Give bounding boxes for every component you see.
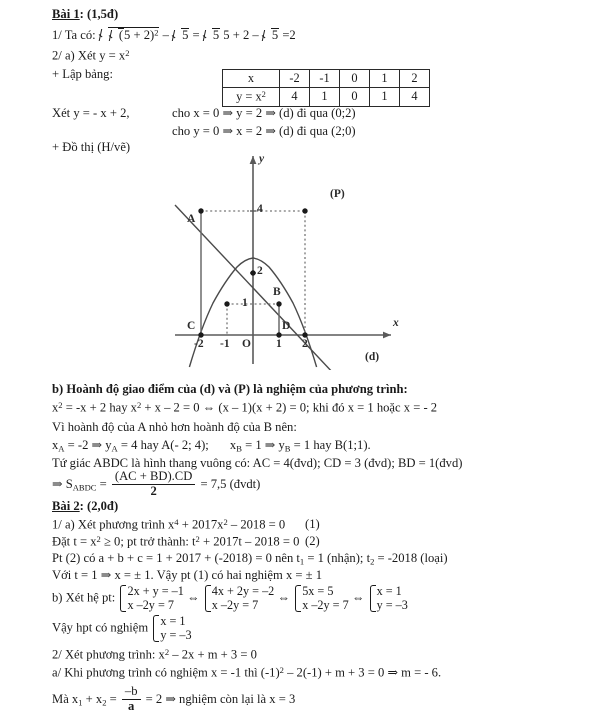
bai2-line-2-tag: (2) [305, 534, 320, 548]
cell-y-0: 4 [280, 88, 310, 107]
bai2-solution-row [52, 614, 192, 643]
sqrt-5-a: 5 [172, 28, 189, 42]
l3-sub1: 1 [299, 556, 305, 567]
system-3-row-2: x –2y = 7 [302, 598, 349, 613]
graph-svg [165, 148, 405, 370]
l8-b: – 2(-1) + m + 3 = 0 ⇒ m = - 6. [283, 665, 442, 680]
l1-sup1: 4 [174, 517, 179, 527]
l1-c: – 2018 = 0 [227, 517, 286, 532]
b6-eq: = [96, 476, 110, 491]
table-row-y [223, 88, 430, 107]
l2-sup1: 2 [96, 534, 101, 544]
y-tick-label-1: 1 [242, 297, 248, 309]
minus-1: – [162, 28, 169, 42]
system-3 [293, 584, 348, 613]
system-1-row-2: x –2y = 7 [127, 598, 174, 613]
system-4 [368, 584, 408, 613]
cell-y-2: 0 [340, 88, 370, 107]
bai2-points: : (2,0đ) [79, 499, 119, 513]
l7-a: 2/ Xét phương trình: x [52, 647, 165, 662]
x-tick-label-m2: -2 [194, 338, 204, 350]
cell-x-3: 1 [370, 70, 400, 88]
b2-tail: + x – 2 = 0 ⇔ (x – 1)(x + 2) = 0; khi đó x = 1 hoặc x = - 2 [141, 400, 438, 415]
b6-sub: ABDC [72, 482, 97, 493]
point-0-2-dot [250, 270, 255, 275]
bai1-heading-row [52, 8, 118, 21]
sqrt-outer [99, 27, 160, 42]
l9-b: + x [82, 691, 103, 706]
result-1: =2 [282, 28, 296, 42]
bai2-line-7 [52, 648, 257, 661]
bai2-heading: Bài 2 [52, 499, 80, 513]
graph-figure [165, 148, 405, 370]
b4-xa: x [52, 438, 59, 452]
table-row-x [223, 70, 430, 88]
bai2-line-9 [52, 686, 295, 714]
cell-y-label [223, 88, 280, 107]
sqrt-5-c: 5 [262, 28, 279, 42]
cell-x-2: 0 [340, 70, 370, 88]
bai1-line-2 [52, 49, 129, 62]
bai2-systems-row [52, 584, 408, 613]
cell-y-3: 1 [370, 88, 400, 107]
bai1-line2-sup: 2 [125, 48, 130, 58]
system-1-row-1: 2x + y = –1 [127, 584, 184, 598]
point-label-C: C [187, 320, 196, 332]
b2-x: x [52, 400, 59, 415]
l3-sub2: 2 [370, 556, 375, 567]
parabola-helper [190, 291, 247, 367]
x-tick-label-1: 1 [276, 338, 282, 350]
cell-x-0: -2 [280, 70, 310, 88]
l2-a: Đặt t = x [52, 534, 97, 549]
system-5-row-1: x = 1 [160, 614, 186, 628]
system-4-row-2: y = –3 [376, 598, 408, 613]
system-5-row-2: y = –3 [160, 628, 192, 643]
bai1-b-line-6 [52, 471, 260, 499]
x-axis-label: x [393, 317, 399, 329]
cell-x-1: -1 [310, 70, 340, 88]
b4-mid2: = 4 hay A(- 2; 4); [117, 438, 209, 452]
point-D-dot [276, 332, 281, 337]
system-2 [203, 584, 275, 613]
origin-label: O [242, 338, 251, 350]
cell-x-label: x [223, 70, 280, 88]
bai1-b-line-2 [52, 401, 437, 414]
x-tick-label-m1: -1 [220, 338, 230, 350]
bai2-line-3 [52, 552, 448, 566]
area-denominator: 2 [112, 484, 195, 499]
system-3-row-1: 5x = 5 [302, 584, 334, 598]
ba-fraction [122, 685, 141, 713]
ba-denominator: a [122, 699, 141, 714]
bai1-line-3: + Lập bảng: [52, 67, 113, 81]
sqrt-inner [109, 28, 124, 42]
b4-mid3: = 1 ⇒ y [241, 438, 285, 452]
value-table [222, 69, 430, 107]
system-2-row-1: 4x + 2y = –2 [211, 584, 275, 598]
l9-sub1: 1 [78, 697, 83, 708]
b4-sub-a1: A [58, 443, 65, 454]
l9-a: Mà x [52, 691, 79, 706]
equals-1: = [192, 28, 200, 42]
expr-sup: 2 [154, 27, 159, 38]
systems-label: b) Xét hệ pt: [52, 590, 116, 605]
area-fraction [112, 470, 195, 498]
bai2-line-4: Với t = 1 ⇒ x = ± 1. Vậy pt (1) có hai nghiệm x = ± 1 [52, 568, 323, 582]
equiv-arrow-3: ⇔ [351, 590, 365, 605]
bai1-b-line-5: Tứ giác ABDC là hình thang vuông có: AC = 4(đvd); CD = 3 (đvd); BD = 1(đvd) [52, 456, 463, 470]
bai1-line-4: Xét y = - x + 2, [52, 106, 130, 120]
bai1-line-7: + Đồ thị (H/vẽ) [52, 140, 131, 154]
bai1-points: : (1,5đ) [79, 7, 119, 21]
point-2-4-dot [302, 208, 307, 213]
point-label-A: A [187, 213, 196, 225]
point-C-dot [198, 332, 203, 337]
l8-sup: 2 [279, 665, 284, 675]
bai1-line1-prefix: 1/ Ta có: [52, 28, 96, 42]
system-5 [151, 614, 191, 643]
sqrt-5-b: 5 [203, 28, 220, 42]
l7-sup: 2 [164, 647, 170, 657]
b4-xb: x [229, 438, 237, 452]
bai1-line-1 [52, 27, 296, 42]
l3-a: Pt (2) có a + b + c = 1 + 2017 + (-2018) = 0 nên t [52, 551, 300, 565]
b6-tail: = 7,5 (đvdt) [197, 476, 261, 491]
bai1-b-line-4 [52, 439, 371, 453]
b4-sub-a2: A [111, 443, 118, 454]
y-tick-label-4: 4 [257, 203, 263, 215]
bai2-line-2 [52, 535, 299, 548]
l2-b: ≥ 0; pt trở thành: t [100, 534, 196, 549]
equiv-arrow-2: ⇔ [277, 590, 291, 605]
b4-mid1: = -2 ⇒ y [64, 438, 112, 452]
area-numerator: (AC + BD).CD [114, 469, 193, 484]
bai2-line-1-tag: (1) [305, 517, 320, 531]
rhs-1: 5 + 2 – [223, 28, 259, 42]
y-axis-arrow [250, 156, 257, 164]
l8-a: a/ Khi phương trình có nghiệm x = -1 thì (-1) [52, 665, 280, 680]
point-2-0-dot [302, 332, 307, 337]
b6-S: ⇒ S [52, 476, 73, 491]
point-label-B: B [273, 286, 281, 298]
b2-sup2: 2 [136, 400, 142, 410]
bai1-line2-text: 2/ a) Xét y = x [52, 48, 126, 63]
bai2-heading-row [52, 500, 118, 513]
cell-y-label-text: y = x [236, 89, 262, 104]
cell-y-4: 4 [400, 88, 430, 107]
expr-close: 5 + 2) [124, 28, 155, 42]
b4-sub-b1: B [236, 443, 242, 454]
b4-sub-b2: B [284, 443, 291, 454]
bai1-b1-text: b) Hoành độ giao điểm của (d) và (P) là nghiệm của phương trình: [52, 382, 408, 396]
bai1-line-6: cho y = 0 ⇒ x = 2 ⇒ (d) đi qua (2;0) [172, 124, 356, 138]
cell-x-4: 2 [400, 70, 430, 88]
cell-y-1: 1 [310, 88, 340, 107]
axes [175, 156, 391, 364]
equiv-arrow-1: ⇔ [187, 590, 200, 605]
point-A-dot [198, 208, 203, 213]
l3-b: = 1 (nhận); t [304, 551, 371, 565]
bai1-heading: Bài 1 [52, 7, 80, 21]
l1-a: 1/ a) Xét phương trình x [52, 517, 175, 532]
x-tick-label-2: 2 [302, 338, 308, 350]
y-axis-label: y [259, 153, 265, 165]
ba-numerator: –b [124, 684, 138, 699]
b4-tail: = 1 hay B(1;1). [290, 438, 371, 452]
l9-tail: = 2 ⇒ nghiệm còn lại là x = 3 [142, 691, 296, 706]
point-m1-1-dot [224, 301, 229, 306]
l7-b: – 2x + m + 3 = 0 [169, 647, 257, 662]
expr-open-paren: ( [118, 28, 124, 42]
b2-mid: = -x + 2 hay x [62, 400, 137, 415]
l9-sub2: 2 [102, 697, 107, 708]
curve-label-P: (P) [330, 188, 345, 200]
bai2-line-1 [52, 518, 285, 531]
system-4-row-1: x = 1 [376, 584, 402, 598]
l1-sup2: 2 [223, 517, 228, 527]
l3-c: = -2018 (loại) [374, 551, 448, 565]
bai1-b-line-3: Vì hoành độ của A nhỏ hơn hoành độ của B nên: [52, 420, 297, 434]
bai1-line-5: cho x = 0 ⇒ y = 2 ⇒ (d) đi qua (0;2) [172, 106, 356, 120]
bai2-line-8 [52, 666, 441, 679]
bai1-b-line-1 [52, 383, 408, 396]
system-2-row-2: x –2y = 7 [211, 598, 259, 613]
l2-c: + 2017t – 2018 = 0 [199, 534, 300, 549]
cell-y-label-sup: 2 [261, 89, 266, 99]
line-label-d: (d) [365, 351, 380, 363]
y-tick-label-2: 2 [257, 265, 263, 277]
l9-eq: = [106, 691, 120, 706]
point-label-D: D [282, 320, 291, 332]
l2-sup2: 2 [195, 534, 200, 544]
point-B-dot [276, 301, 281, 306]
l1-b: + 2017x [178, 517, 224, 532]
b2-sup1: 2 [58, 400, 63, 410]
solution-label: Vậy hpt có nghiệm [52, 620, 149, 635]
x-axis-arrow [383, 332, 391, 339]
system-1 [118, 584, 183, 613]
solid-guides [201, 211, 279, 335]
